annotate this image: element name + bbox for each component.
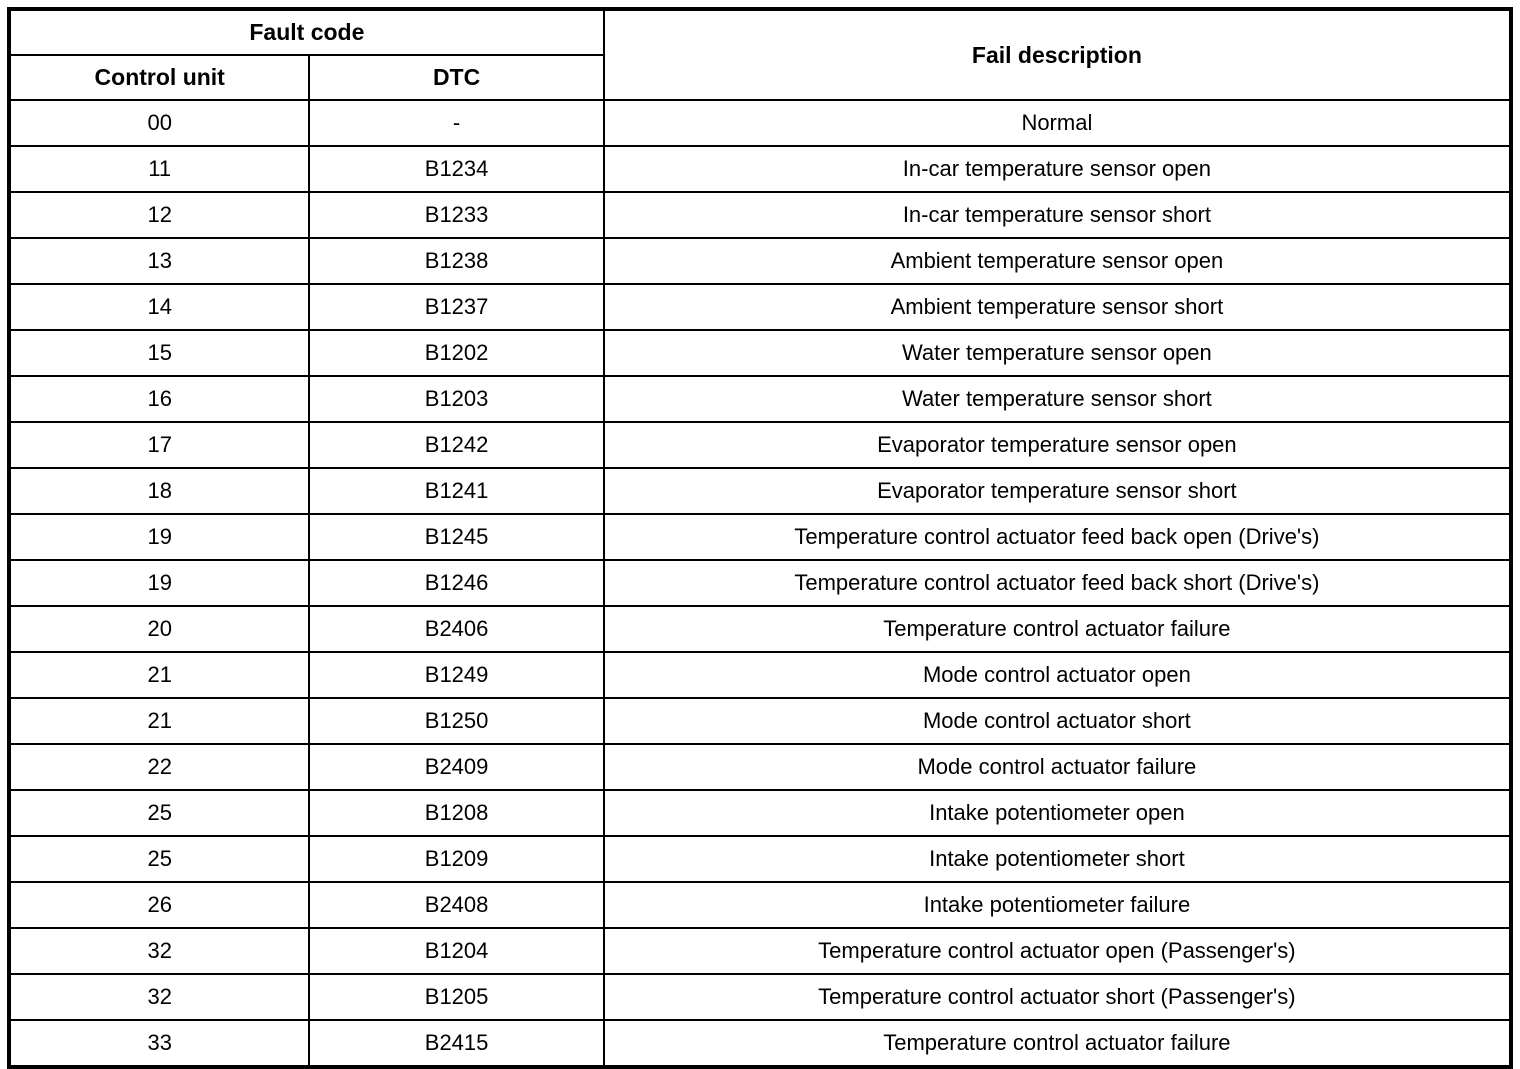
table-row	[9, 836, 1511, 882]
cell-fail-description: Water temperature sensor short	[604, 376, 1511, 422]
cell-fail-description: In-car temperature sensor short	[604, 192, 1511, 238]
table-row	[9, 238, 1511, 284]
cell-fail-description: Water temperature sensor open	[604, 330, 1511, 376]
cell-control-unit: 18	[9, 468, 309, 514]
cell-control-unit: 21	[9, 652, 309, 698]
header-fail-description: Fail description	[604, 9, 1511, 100]
cell-control-unit: 22	[9, 744, 309, 790]
cell-control-unit: 32	[9, 974, 309, 1020]
header-dtc: DTC	[309, 55, 603, 100]
cell-fail-description: Temperature control actuator failure	[604, 1020, 1511, 1067]
table-row	[9, 422, 1511, 468]
cell-control-unit: 15	[9, 330, 309, 376]
table-header	[9, 9, 1511, 100]
table-row	[9, 1020, 1511, 1067]
cell-control-unit: 16	[9, 376, 309, 422]
table-row	[9, 698, 1511, 744]
cell-dtc: B1204	[309, 928, 603, 974]
cell-dtc: B1233	[309, 192, 603, 238]
cell-control-unit: 19	[9, 560, 309, 606]
table-row	[9, 652, 1511, 698]
fault-code-table	[7, 7, 1513, 1069]
header-fault-code: Fault code	[9, 9, 604, 55]
cell-dtc: -	[309, 100, 603, 146]
cell-control-unit: 00	[9, 100, 309, 146]
cell-fail-description: Normal	[604, 100, 1511, 146]
cell-fail-description: Evaporator temperature sensor short	[604, 468, 1511, 514]
cell-dtc: B1246	[309, 560, 603, 606]
cell-control-unit: 25	[9, 790, 309, 836]
cell-fail-description: Temperature control actuator failure	[604, 606, 1511, 652]
cell-fail-description: Temperature control actuator feed back short (Drive's)	[604, 560, 1511, 606]
cell-dtc: B1238	[309, 238, 603, 284]
table-row	[9, 790, 1511, 836]
table-row	[9, 928, 1511, 974]
cell-control-unit: 13	[9, 238, 309, 284]
cell-control-unit: 26	[9, 882, 309, 928]
table-row	[9, 330, 1511, 376]
cell-fail-description: Temperature control actuator feed back open (Drive's)	[604, 514, 1511, 560]
cell-fail-description: Intake potentiometer failure	[604, 882, 1511, 928]
cell-control-unit: 21	[9, 698, 309, 744]
cell-dtc: B1242	[309, 422, 603, 468]
table-row	[9, 606, 1511, 652]
cell-control-unit: 20	[9, 606, 309, 652]
table-row	[9, 468, 1511, 514]
table-row	[9, 744, 1511, 790]
cell-dtc: B1241	[309, 468, 603, 514]
cell-control-unit: 19	[9, 514, 309, 560]
header-control-unit: Control unit	[9, 55, 309, 100]
header-row-group	[9, 9, 1511, 55]
cell-fail-description: Mode control actuator failure	[604, 744, 1511, 790]
cell-dtc: B1209	[309, 836, 603, 882]
table-row	[9, 146, 1511, 192]
cell-fail-description: In-car temperature sensor open	[604, 146, 1511, 192]
cell-dtc: B1245	[309, 514, 603, 560]
cell-dtc: B2408	[309, 882, 603, 928]
cell-fail-description: Evaporator temperature sensor open	[604, 422, 1511, 468]
cell-dtc: B1237	[309, 284, 603, 330]
cell-dtc: B1250	[309, 698, 603, 744]
cell-control-unit: 14	[9, 284, 309, 330]
table-row	[9, 284, 1511, 330]
table-row	[9, 560, 1511, 606]
cell-fail-description: Mode control actuator short	[604, 698, 1511, 744]
cell-control-unit: 12	[9, 192, 309, 238]
table-row	[9, 974, 1511, 1020]
cell-dtc: B2415	[309, 1020, 603, 1067]
table-row	[9, 514, 1511, 560]
cell-dtc: B1234	[309, 146, 603, 192]
cell-dtc: B1205	[309, 974, 603, 1020]
table-row	[9, 376, 1511, 422]
cell-dtc: B1203	[309, 376, 603, 422]
cell-control-unit: 17	[9, 422, 309, 468]
cell-fail-description: Intake potentiometer open	[604, 790, 1511, 836]
cell-control-unit: 32	[9, 928, 309, 974]
table-body	[9, 100, 1511, 1067]
cell-control-unit: 25	[9, 836, 309, 882]
table-row	[9, 882, 1511, 928]
table-row	[9, 192, 1511, 238]
cell-dtc: B2409	[309, 744, 603, 790]
cell-dtc: B1208	[309, 790, 603, 836]
cell-fail-description: Ambient temperature sensor open	[604, 238, 1511, 284]
cell-dtc: B2406	[309, 606, 603, 652]
cell-dtc: B1249	[309, 652, 603, 698]
cell-control-unit: 11	[9, 146, 309, 192]
cell-dtc: B1202	[309, 330, 603, 376]
cell-fail-description: Mode control actuator open	[604, 652, 1511, 698]
cell-control-unit: 33	[9, 1020, 309, 1067]
cell-fail-description: Temperature control actuator short (Passenger's)	[604, 974, 1511, 1020]
cell-fail-description: Intake potentiometer short	[604, 836, 1511, 882]
cell-fail-description: Ambient temperature sensor short	[604, 284, 1511, 330]
table-row	[9, 100, 1511, 146]
cell-fail-description: Temperature control actuator open (Passenger's)	[604, 928, 1511, 974]
